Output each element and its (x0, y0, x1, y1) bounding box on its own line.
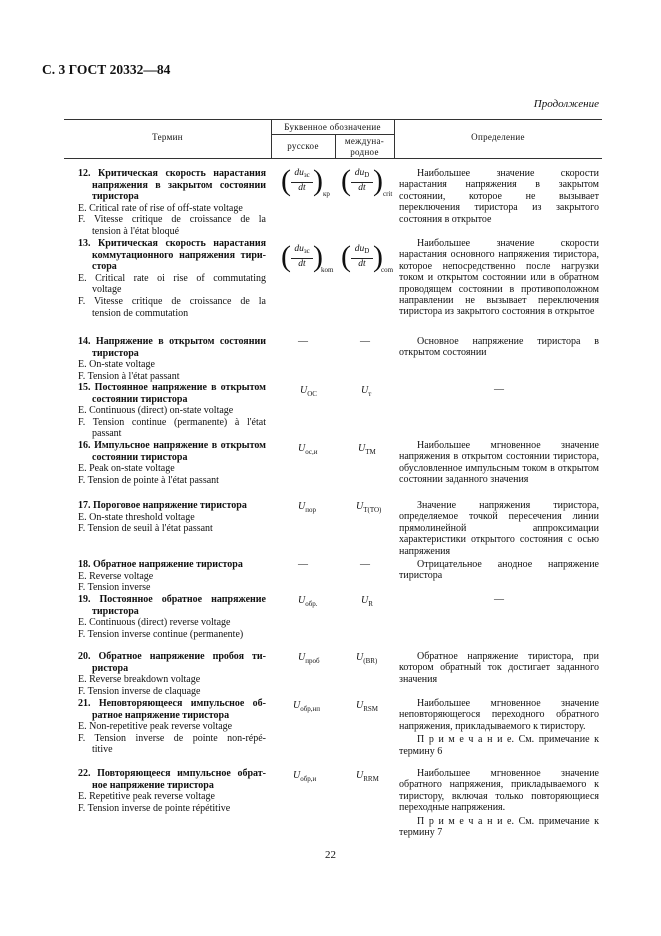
definition-18: Отрицательное анодное напряжение тиристора (399, 559, 599, 582)
definition-19: — (494, 594, 504, 605)
header-term: Термин (152, 132, 183, 142)
term-18: 18. Обратное напряжение тиристора E. Reverse voltage F. Tension inverse (78, 559, 243, 594)
continuation-label: Продолжение (533, 98, 599, 110)
definition-17: Значение напряжения тиристора, определяемое точкой пересечения линии прямолинейной аппроксимации характеристики открытого состояния с осью напряжения (399, 500, 599, 557)
page-number: 22 (325, 849, 336, 861)
symbol-intl-19: $U_R$ (361, 595, 373, 608)
term-17: 17. Пороговое напряжение тиристора E. On-state threshold voltage F. Tension de seuil à l'état passant (78, 500, 247, 535)
symbol-ru-17: $U_{пор}$ (298, 501, 316, 514)
symbol-intl-22: $U_{RRM}$ (356, 770, 379, 783)
letter-header-rule (271, 134, 394, 135)
definition-14: Основное напряжение тиристора в открытом состоянии (399, 336, 599, 359)
symbol-ru-18: — (298, 559, 308, 570)
definition-20: Обратное напряжение тиристора, при котором обратный ток достигает заданного значения (399, 651, 599, 685)
term-20: 20. Обратное напряжение пробоя ти- ристора E. Reverse breakdown voltage F. Tension inverse de claquage (78, 651, 266, 697)
term-15: 15. Постоянное напряжение в открытом состоянии тиристора E. Continuous (direct) on-state voltage F. Tension continue (permanente) à l'état passant (78, 382, 266, 440)
symbol-ru-14: — (298, 336, 308, 347)
symbol-intl-20: $U_{(BR)}$ (356, 652, 378, 665)
header-definition: Определение (471, 132, 525, 142)
header-intl-line1: междуна- (344, 136, 385, 146)
definition-21: Наибольшее мгновенное значение неповторяющегося переходного обратного напряжения, прикладываемого к тиристору. П р и м е ч а н и е. См. примечание к термину 6 (399, 698, 599, 757)
symbol-ru-20: $U_{проб}$ (298, 652, 320, 665)
symbol-intl-15: $U_т$ (361, 385, 372, 398)
definition-12: Наибольшее значение скорости нарастания напряжения в закрытом состоянии, которое не вызывает переключения тиристора из закрытого состояния в открытое (399, 168, 599, 225)
definition-16: Наибольшее мгновенное значение напряжения в открытом состоянии тиристора, обусловленное импульсным током в открытом состоянии заданного значения (399, 440, 599, 486)
symbol-ru-15: $U_{OC}$ (300, 385, 317, 398)
symbol-ru-21: $U_{обр,нп}$ (293, 700, 321, 713)
definition-15: — (494, 384, 504, 395)
table-header-bottom-rule (64, 158, 602, 159)
header-russian: русское (287, 141, 319, 151)
symbol-intl-17: $U_{T(TO)}$ (356, 501, 382, 514)
document-header: С. 3 ГОСТ 20332—84 (42, 62, 171, 77)
symbol-ru-16: $U_{ос,и}$ (298, 443, 318, 456)
definition-22: Наибольшее мгновенное значение обратного напряжения, прикладываемого к тиристору, включая только повторяющиеся переходные напряжения. П р и м е ч а н и е. См. примечание к термину 7 (399, 768, 599, 839)
symbol-ru-22: $U_{обр,и}$ (293, 770, 317, 783)
symbol-intl-18: — (360, 559, 370, 570)
term-21: 21. Неповторяющееся импульсное об- ратное напряжение тиристора E. Non-repetitive peak reverse voltage F. Tension inverse de pointe non-répé- titive (78, 698, 266, 756)
term-13: 13. Критическая скорость нарастания коммутационного напряжения тири- стора E. Critical rate oi rise of commutating voltage F. Vitesse critique de croissance de la tension de commutation (78, 238, 266, 319)
term-22: 22. Повторяющееся импульсное обрат- ное напряжение тиристора E. Repetitive peak reverse voltage F. Tension inverse de pointe répétitive (78, 768, 266, 814)
header-intl-line2: родное (350, 147, 379, 157)
symbol-intl-14: — (360, 336, 370, 347)
term-19: 19. Постоянное обратное напряжение тиристора E. Continuous (direct) reverse voltage F. Tension inverse continue (permanente) (78, 594, 266, 640)
term-14: 14. Напряжение в открытом состоянии тиристора E. On-state voltage F. Tension à l'état passant (78, 336, 266, 382)
term-12: 12. Критическая скорость нарастания напряжения в закрытом состоянии тиристора E. Critical rate of rise of off-state voltage F. Vitesse critique de croissance de la tension à l'état bloqué (78, 168, 266, 237)
table-top-rule (64, 119, 602, 120)
definition-13: Наибольшее значение скорости нарастания основного напряжения тиристора, которое непосредственно после нагрузки током и открытом состоянии или в обратном проводящем состоянии в противоположном направлении не вызывает переключения тиристора из закрытого состояния в открытое (399, 238, 599, 318)
term-16: 16. Импульсное напряжение в открытом состоянии тиристора E. Peak on-state voltage F. Tension de pointe à l'état passant (78, 440, 266, 486)
symbol-ru-19: $U_{обр.}$ (298, 595, 318, 608)
symbol-intl-21: $U_{RSM}$ (356, 700, 379, 713)
header-letter: Буквенное обозначение (284, 122, 381, 132)
symbol-intl-16: $U_{TM}$ (358, 443, 376, 456)
